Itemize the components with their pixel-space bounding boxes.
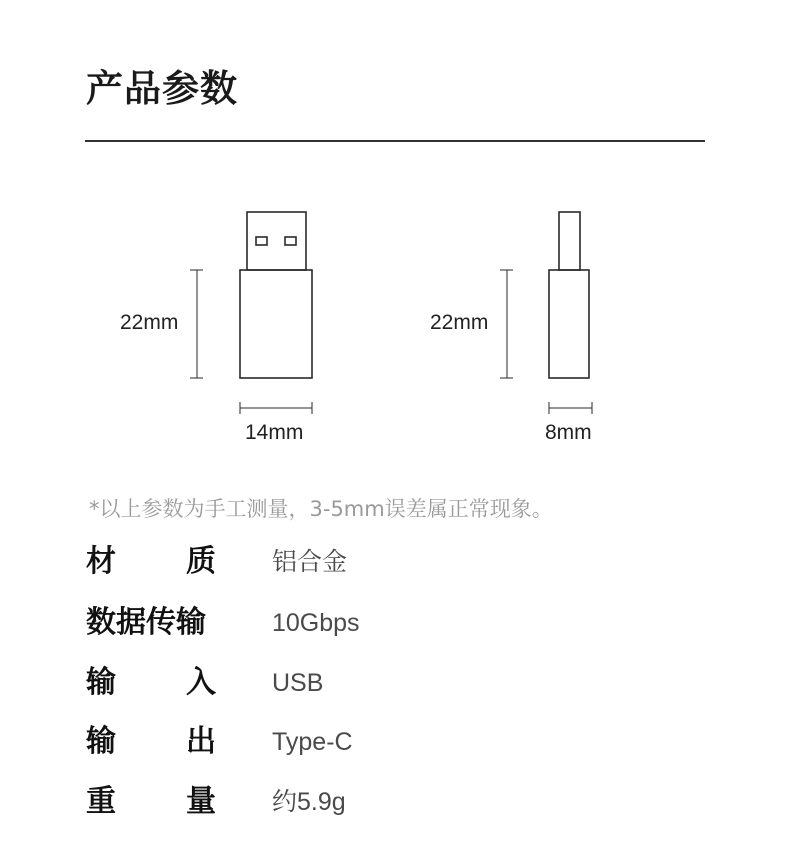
spec-row-weight	[86, 782, 686, 822]
spec-label: 输 出	[86, 724, 216, 759]
spec-label: 数据传输	[86, 605, 206, 640]
spec-row-material	[86, 542, 686, 582]
product-dimension-diagram	[0, 190, 790, 440]
side-height-label: 22mm	[430, 311, 489, 334]
spec-label: 输 入	[86, 665, 216, 700]
side-body	[549, 270, 589, 378]
side-usb-plug	[559, 212, 580, 270]
front-body	[240, 270, 312, 378]
spec-row-output	[86, 722, 686, 762]
spec-label: 材 质	[86, 544, 216, 579]
spec-value: USB	[272, 669, 324, 697]
spec-label: 重 量	[86, 784, 216, 819]
front-plug-hole-right	[285, 237, 296, 245]
measurement-note: *以上参数为手工测量，3-5mm误差属正常现象。	[89, 497, 553, 521]
spec-value: 约5.9g	[272, 788, 346, 816]
spec-value: Type-C	[272, 728, 353, 756]
spec-row-input	[86, 663, 686, 703]
side-width-label: 8mm	[545, 421, 592, 444]
front-height-label: 22mm	[120, 311, 179, 334]
title-divider	[85, 140, 705, 142]
page-title: 产品参数	[86, 67, 238, 110]
spec-row-data-transfer	[86, 603, 686, 643]
spec-value: 铝合金	[272, 548, 348, 576]
spec-value: 10Gbps	[272, 609, 360, 637]
front-plug-hole-left	[256, 237, 267, 245]
front-width-label: 14mm	[245, 421, 304, 444]
